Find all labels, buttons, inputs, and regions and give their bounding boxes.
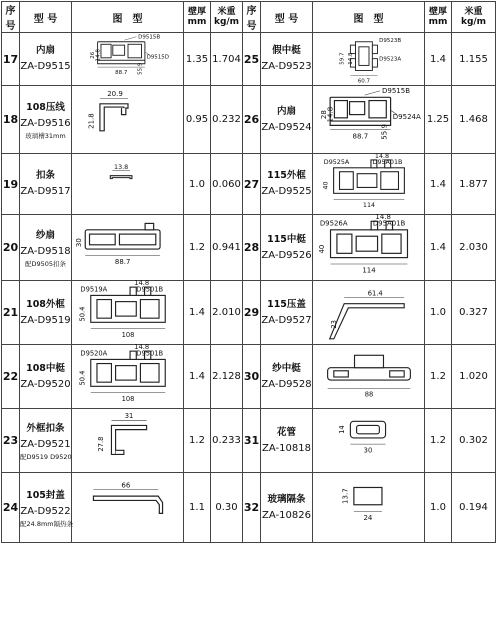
weight-per-meter: 0.060 — [211, 154, 243, 215]
index-header: 序号 — [243, 2, 261, 33]
dimension-label: 28 — [318, 109, 328, 119]
weight-per-meter: 0.30 — [211, 473, 243, 543]
profile-note: 配24.8mm隔热条 — [20, 519, 74, 528]
dimension-label: 108 — [121, 394, 134, 403]
dimension-label: D9526A — [319, 219, 348, 228]
model-cell — [261, 215, 313, 281]
dimension-label: 20.9 — [106, 88, 123, 98]
profile-table — [1, 1, 496, 543]
dimension-label: 88.7 — [352, 130, 368, 140]
profile-section-drawing — [315, 283, 423, 343]
dimension-label: 61.4 — [367, 288, 383, 297]
row-index: 30 — [243, 345, 261, 409]
dimension-label: 88.7 — [114, 69, 127, 76]
dimension-label: D9515D — [146, 54, 169, 61]
profile-drawing — [72, 473, 184, 543]
weight-unit: kg/m — [460, 17, 487, 27]
profile-name: 外框扣条 — [26, 422, 65, 434]
dimension-label: 108 — [121, 330, 134, 339]
thickness-header — [184, 2, 211, 33]
profile-drawing — [72, 86, 184, 154]
weight-per-meter: 2.010 — [211, 281, 243, 345]
thickness-unit: mm — [187, 17, 207, 27]
profile-drawing — [313, 409, 425, 473]
dimension-label: D9524A — [392, 111, 421, 121]
thickness-header-label: 壁厚 — [187, 7, 206, 17]
profile-drawing — [72, 33, 184, 86]
wall-thickness: 1.2 — [425, 345, 452, 409]
profile-drawing — [313, 86, 425, 154]
profile-code: ZA-D9526 — [261, 249, 312, 261]
profile-code: ZA-D9523 — [261, 61, 312, 72]
dimension-label: D9523A — [378, 55, 401, 62]
dimension-label: 14.8 — [94, 48, 101, 61]
model-cell — [261, 409, 313, 473]
weight-per-meter: 0.194 — [452, 473, 496, 543]
profile-name: 108中梃 — [26, 362, 65, 374]
table-row — [2, 33, 496, 86]
profile-drawing — [72, 342, 184, 409]
profile-section-drawing — [315, 212, 423, 279]
profile-name: 玻璃隔条 — [267, 493, 306, 505]
dimension-label: D9519A — [79, 284, 107, 293]
thickness-unit: mm — [428, 17, 448, 27]
profile-code: ZA-D9519 — [20, 314, 71, 326]
table-row — [2, 345, 496, 409]
dimension-label: D95A01B — [372, 219, 405, 228]
header-row — [2, 2, 496, 33]
table-row — [2, 215, 496, 281]
profile-section-drawing — [315, 347, 423, 407]
wall-thickness: 1.4 — [425, 154, 452, 215]
model-cell — [20, 215, 72, 281]
wall-thickness: 1.35 — [184, 33, 211, 86]
profile-name: 扣条 — [35, 170, 55, 181]
weight-per-meter: 0.941 — [211, 215, 243, 281]
model-cell — [20, 154, 72, 215]
model-header: 型 号 — [20, 2, 72, 33]
profile-section-drawing — [315, 85, 423, 152]
profile-section-drawing — [74, 278, 182, 343]
profile-drawing — [72, 278, 184, 345]
profile-code: ZA-D9527 — [261, 314, 312, 326]
profile-name: 108压线 — [26, 101, 65, 113]
dimension-label: 14.8 — [324, 106, 334, 122]
wall-thickness: 1.0 — [425, 281, 452, 345]
dimension-label: 114 — [361, 266, 376, 275]
model-cell — [261, 33, 313, 86]
dimension-label: 14.8 — [374, 151, 389, 160]
dimension-label: 59.7 — [339, 52, 346, 65]
weight-header — [211, 2, 243, 33]
weight-header — [452, 2, 496, 33]
profile-code: ZA-D9520 — [20, 378, 71, 390]
weight-per-meter: 0.233 — [211, 409, 243, 473]
thickness-header-label: 壁厚 — [428, 7, 447, 17]
dimension-label: 40 — [317, 244, 326, 253]
row-index: 21 — [2, 281, 20, 345]
profile-note: 玻璃槽31mm — [25, 131, 66, 140]
row-index: 23 — [2, 409, 20, 473]
dimension-label: D9520A — [79, 348, 107, 357]
profile-section-drawing — [74, 411, 182, 471]
dimension-label: 30 — [74, 237, 83, 247]
row-index: 17 — [2, 33, 20, 86]
wall-thickness: 1.4 — [425, 215, 452, 281]
dimension-label: 50.4 — [78, 370, 87, 386]
thickness-header — [425, 2, 452, 33]
profile-note: 配D9519 D9520 — [20, 452, 72, 461]
row-index: 31 — [243, 409, 261, 473]
dimension-label: 55.9 — [378, 123, 388, 140]
profile-code: ZA-D9518 — [20, 245, 71, 257]
weight-per-meter: 0.302 — [452, 409, 496, 473]
profile-name: 假中梃 — [272, 45, 301, 56]
wall-thickness: 1.1 — [184, 473, 211, 543]
dimension-label: 60.7 — [357, 77, 370, 84]
profile-name: 纱扇 — [35, 229, 55, 241]
profile-section-drawing — [315, 411, 423, 471]
weight-header-label: 米重 — [464, 7, 483, 17]
weight-per-meter: 1.020 — [452, 345, 496, 409]
wall-thickness: 1.2 — [184, 215, 211, 281]
table-row — [2, 281, 496, 345]
dimension-label: 66 — [120, 479, 130, 489]
dimension-label: 31 — [124, 411, 133, 420]
dimension-label: 26 — [89, 51, 96, 59]
profile-name: 105封盖 — [26, 489, 65, 501]
table-row — [2, 86, 496, 154]
row-index: 25 — [243, 33, 261, 86]
dimension-label: D95A01B — [372, 157, 402, 166]
model-cell — [20, 345, 72, 409]
dimension-label: D9501B — [135, 348, 163, 357]
dimension-label: 40 — [321, 180, 330, 190]
weight-per-meter: 1.468 — [452, 86, 496, 154]
dimension-label: 14.8 — [347, 52, 354, 65]
dimension-label: 114 — [362, 200, 375, 209]
wall-thickness: 0.95 — [184, 86, 211, 154]
dimension-label: D9523B — [378, 37, 401, 44]
model-cell — [20, 86, 72, 154]
weight-per-meter: 0.232 — [211, 86, 243, 154]
profile-code: ZA-D9515 — [20, 61, 71, 72]
dimension-label: 55.9 — [137, 62, 144, 75]
row-index: 18 — [2, 86, 20, 154]
table-row — [2, 154, 496, 215]
profile-drawing — [72, 409, 184, 473]
model-cell — [261, 473, 313, 543]
dimension-label: D9515B — [137, 33, 160, 40]
profile-code: ZA-10826 — [262, 509, 311, 521]
profile-code: ZA-D9522 — [20, 505, 71, 517]
dimension-label: 88.7 — [114, 257, 130, 266]
dimension-label: 14.8 — [133, 278, 149, 287]
wall-thickness: 1.4 — [425, 33, 452, 86]
wall-thickness: 1.4 — [184, 345, 211, 409]
row-index: 28 — [243, 215, 261, 281]
profile-code: ZA-D9524 — [261, 121, 312, 133]
profile-section-drawing — [315, 151, 423, 213]
profile-drawing — [313, 345, 425, 409]
dimension-label: 24 — [362, 512, 372, 522]
row-index: 29 — [243, 281, 261, 345]
profile-code: ZA-D9525 — [261, 186, 312, 197]
profile-section-drawing — [74, 217, 182, 279]
weight-unit: kg/m — [213, 17, 240, 27]
profile-section-drawing — [74, 475, 182, 541]
index-header: 序号 — [2, 2, 20, 33]
table-row — [2, 473, 496, 543]
weight-per-meter: 2.030 — [452, 215, 496, 281]
profile-drawing — [72, 215, 184, 281]
row-index: 26 — [243, 86, 261, 154]
profile-note: 配D9505扣条 — [24, 259, 67, 268]
model-cell — [20, 473, 72, 543]
profile-drawing — [313, 281, 425, 345]
dimension-label: 88 — [364, 390, 373, 399]
dimension-label: 23 — [329, 319, 338, 329]
profile-section-drawing — [315, 475, 423, 541]
dimension-label: 14.8 — [374, 212, 391, 221]
profile-code: ZA-10818 — [262, 442, 311, 454]
model-cell — [261, 345, 313, 409]
profile-drawing — [313, 151, 425, 215]
weight-per-meter: 1.704 — [211, 33, 243, 86]
row-index: 24 — [2, 473, 20, 543]
row-index: 27 — [243, 154, 261, 215]
row-index: 32 — [243, 473, 261, 543]
profile-name: 纱中梃 — [272, 362, 301, 374]
wall-thickness: 1.2 — [425, 409, 452, 473]
profile-code: ZA-D9517 — [20, 186, 71, 197]
wall-thickness: 1.0 — [184, 154, 211, 215]
row-index: 20 — [2, 215, 20, 281]
drawing-header: 图 型 — [72, 2, 184, 33]
profile-catalog-sheet — [1, 1, 495, 625]
profile-section-drawing — [74, 88, 182, 152]
model-cell — [20, 33, 72, 86]
model-cell — [261, 154, 313, 215]
row-index: 22 — [2, 345, 20, 409]
wall-thickness: 1.2 — [184, 409, 211, 473]
profile-drawing — [313, 473, 425, 543]
profile-code: ZA-D9528 — [261, 378, 312, 390]
weight-per-meter: 2.128 — [211, 345, 243, 409]
profile-section-drawing — [315, 35, 423, 84]
wall-thickness: 1.4 — [184, 281, 211, 345]
profile-code: ZA-D9516 — [20, 117, 71, 129]
dimension-label: 30 — [363, 445, 372, 454]
weight-per-meter: 1.155 — [452, 33, 496, 86]
profile-name: 108外框 — [26, 298, 65, 310]
model-cell — [20, 281, 72, 345]
profile-drawing — [313, 33, 425, 86]
model-cell — [261, 86, 313, 154]
profile-name: 内扇 — [35, 45, 55, 56]
profile-section-drawing — [74, 35, 182, 84]
weight-header-label: 米重 — [217, 7, 236, 17]
drawing-header: 图 型 — [313, 2, 425, 33]
weight-per-meter: 0.327 — [452, 281, 496, 345]
profile-name: 内扇 — [276, 105, 296, 117]
profile-name: 115压盖 — [267, 298, 306, 310]
profile-section-drawing — [74, 342, 182, 407]
dimension-label: 50.4 — [78, 306, 87, 322]
profile-drawing — [72, 154, 184, 215]
dimension-label: 21.8 — [85, 112, 95, 129]
table-row — [2, 409, 496, 473]
profile-name: 花管 — [276, 426, 296, 438]
dimension-label: 13.8 — [113, 162, 128, 171]
model-cell — [20, 409, 72, 473]
profile-name: 115外框 — [267, 170, 306, 181]
model-cell — [261, 281, 313, 345]
wall-thickness: 1.0 — [425, 473, 452, 543]
dimension-label: D9501B — [135, 284, 163, 293]
profile-code: ZA-D9521 — [20, 438, 71, 450]
model-header: 型 号 — [261, 2, 313, 33]
profile-name: 115中梃 — [267, 233, 306, 245]
dimension-label: 14.8 — [133, 342, 149, 351]
dimension-label: 13.7 — [339, 487, 349, 504]
dimension-label: 27.8 — [96, 436, 105, 452]
dimension-label: D9515B — [381, 85, 410, 95]
profile-section-drawing — [74, 156, 182, 213]
dimension-label: 14 — [337, 424, 346, 434]
dimension-label: D9525A — [323, 157, 349, 166]
profile-drawing — [313, 212, 425, 281]
weight-per-meter: 1.877 — [452, 154, 496, 215]
row-index: 19 — [2, 154, 20, 215]
wall-thickness: 1.25 — [425, 86, 452, 154]
